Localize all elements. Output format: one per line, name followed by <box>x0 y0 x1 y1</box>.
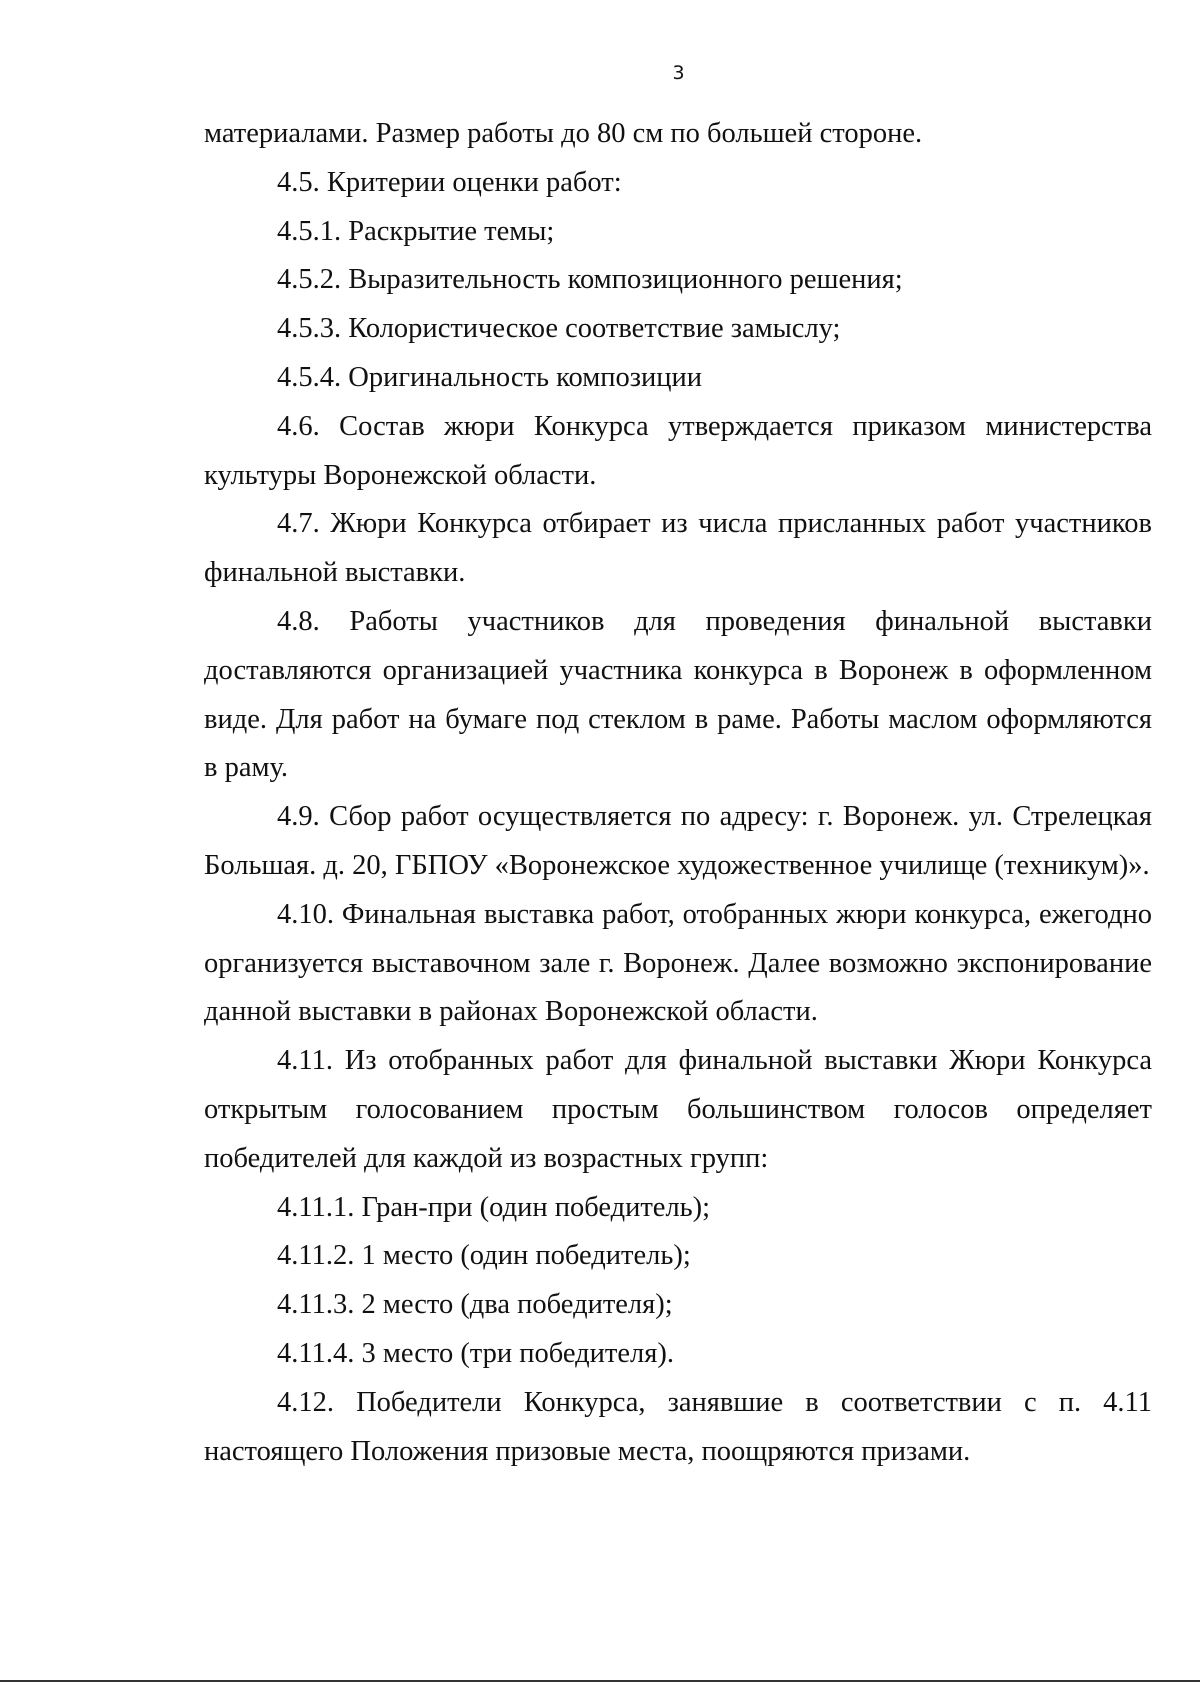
document-body <box>204 110 1152 1476</box>
paragraph-4-5-4: 4.5.4. Оригинальность композиции <box>277 361 702 393</box>
paragraph-4-11-2: 4.11.2. 1 место (один победитель); <box>277 1240 691 1272</box>
paragraph-continuation: материалами. Размер работы до 80 см по большей стороне. <box>204 118 923 149</box>
paragraph-4-8: 4.8. Работы участников для проведения финальной выставки доставляются организацией участника конкурса в Воронеж в оформленном виде. Для работ на бумаге под стеклом в раме. Работы маслом оформляются в раму. <box>204 605 1152 784</box>
paragraph-4-11-3: 4.11.3. 2 место (два победителя); <box>277 1289 673 1321</box>
paragraph-4-5-3: 4.5.3. Колористическое соответствие замыслу; <box>277 313 841 345</box>
page-bottom-rule <box>0 1680 1200 1682</box>
paragraph-4-5-1: 4.5.1. Раскрытие темы; <box>277 215 555 247</box>
paragraph-4-12: 4.12. Победители Конкурса, занявшие в соответствии с п. 4.11 настоящего Положения призовые места, поощряются призами. <box>204 1386 1152 1467</box>
paragraph-4-5-2: 4.5.2. Выразительность композиционного решения; <box>277 264 903 296</box>
paragraph-4-6: 4.6. Состав жюри Конкурса утверждается приказом министерства культуры Воронежской области. <box>204 410 1152 491</box>
paragraph-4-10: 4.10. Финальная выставка работ, отобранных жюри конкурса, ежегодно организуется выставочном зале г. Воронеж. Далее возможно экспонирование данной выставки в районах Воронежской области. <box>204 898 1152 1028</box>
paragraph-4-11: 4.11. Из отобранных работ для финальной выставки Жюри Конкурса открытым голосованием простым большинством голосов определяет победителей для каждой из возрастных групп: <box>204 1045 1152 1174</box>
paragraph-4-5: 4.5. Критерии оценки работ: <box>277 166 622 198</box>
paragraph-4-9: 4.9. Сбор работ осуществляется по адресу: г. Воронеж. ул. Стрелецкая Большая. д. 20, ГБПОУ «Воронежское художественное училище (техникум)». <box>204 801 1152 881</box>
paragraph-4-7: 4.7. Жюри Конкурса отбирает из числа присланных работ участников финальной выставки. <box>204 508 1152 589</box>
paragraph-4-11-1: 4.11.1. Гран-при (один победитель); <box>277 1191 711 1223</box>
page-number: 3 <box>672 62 685 84</box>
paragraph-4-11-4: 4.11.4. 3 место (три победителя). <box>277 1337 674 1369</box>
